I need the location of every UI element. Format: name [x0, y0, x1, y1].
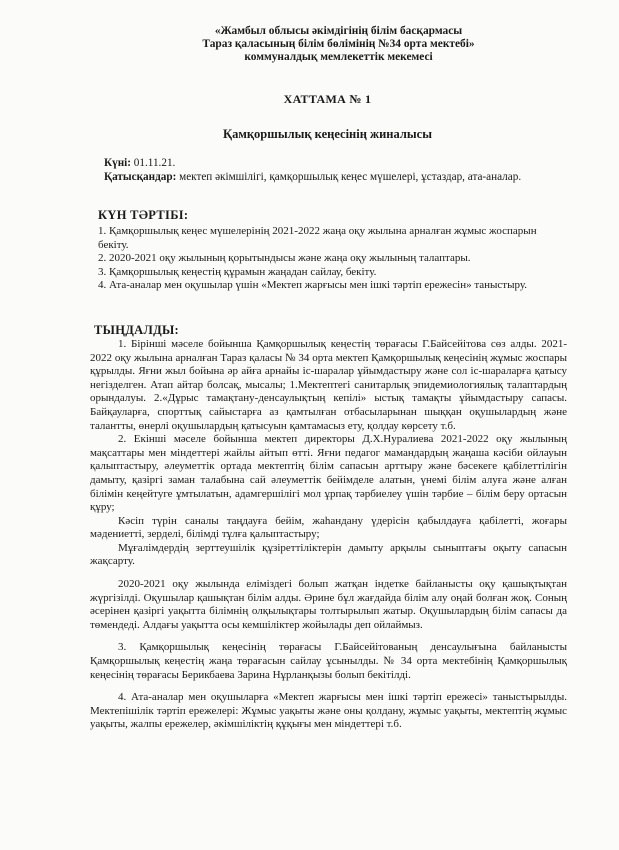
- meeting-meta: [88, 156, 567, 184]
- listened-body: [88, 338, 567, 732]
- agenda-item: 1. Қамқоршылық кеңес мүшелерінің 2021-2022 жаңа оқу жылына арналған жұмыс жоспарын бекіту.: [98, 225, 537, 251]
- header-line-1: «Жамбыл облысы әкімдігінің білім басқармасы: [214, 25, 463, 37]
- listened-paragraph: 1. Бірінші мәселе бойынша Қамқоршылық кеңестің төрағасы Г.Байсейітова сөз алды. 2021-2022 оқу жылына арналған Тараз қаласы № 34 орта мектеп Қамқоршылық кеңесінің жұмыс жоспары құрылды. Яғни жыл бойына әр айға арнайы іс-шаралар ұйымдастыру және сол іс-шараларға қатысу негізделген. Атап айтар болсақ, мысалы; 1.Мектептегі санитарлық эпидемиологиялық талаптардың орындалуы. 2.«Дұрыс тамақтану-денсаулықтың кепілі» ыстық тамақты ұйымдастыру сапасы. Байқауларға, спорттық сайыстарға аз қамтылған отбасыларынан шыққан оқушылардың және талантты, өнерлі оқушылардың қатысуын қамтамасыз ету, қолдау көрсету т.б.: [90, 337, 567, 432]
- listened-paragraph: 2020-2021 оқу жылында еліміздегі болып жатқан індетке байланысты оқу қашықтықтан жүргізілді. Оқушылар қашықтан білім алды. Әрине бұл жағдайда білім алу оңай болған жоқ. Соның әсерінен қазіргі уақытта білімнің олқылықтары толтырылып жатыр. Оқушылардың білім сапасы да төмендеді. Алдағы уақытта осы кемшіліктер жойылады деп ойлаймыз.: [90, 578, 567, 631]
- participants-row: [104, 170, 567, 184]
- listened-paragraph: 2. Екінші мәселе бойынша мектеп директоры Д.Х.Нуралиева 2021-2022 оқу жылының мақсаттары мен міндеттері жайлы айтып өтті. Яғни педагог мамандардың жаңаша кәсіби ойлауын қалыптастыру, әлеуметтік ортада мектептің білім сапасын арттыру және бәсекеге қабілеттілігін дамыту, қазіргі заман талабына сай әлеуметтік бейімделе алатын, үнемі білім алуға және алған білімін кеңейтуге ұмтылатын, адамгершілігі мол ұрпақ тәрбиелеу үшін тәрбие – білім беру ортасын құру;: [90, 433, 567, 514]
- meeting-title: Қамқоршылық кеңесінің жиналысы: [223, 127, 432, 141]
- date-value: 01.11.21.: [131, 157, 176, 169]
- date-row: [104, 156, 567, 170]
- listened-heading: ТЫҢДАЛДЫ:: [94, 322, 180, 337]
- listened-paragraph: 4. Ата-аналар мен оқушыларға «Мектеп жарғысы мен ішкі тәртіп ережесі» таныстырылды. Мектепішілік тәртіп ережелері: Жұмыс уақыты және оны қолдану, жұмыс уақыты, мектептің жұмыс уақыты, жалпы ережелер, әкімшіліктің құқығы мен міндеттері т.б.: [90, 691, 567, 731]
- listened-paragraph: Кәсіп түрін саналы таңдауға бейім, жаһандану үдерісін қабылдауға қабілетті, жоғары мәдениетті, зерделі, білімді тұлға қалыптастыру;: [90, 514, 567, 541]
- agenda-item: 4. Ата-аналар мен оқушылар үшін «Мектеп жарғысы мен ішкі тәртіп ережесін» таныстыру.: [98, 279, 528, 292]
- header-line-3: коммуналдық мемлекеттік мекемесі: [244, 51, 433, 63]
- date-label: Күні:: [104, 157, 131, 169]
- participants-value: мектеп әкімшілігі, қамқоршылық кеңес мүшелері, ұстаздар, ата-аналар.: [176, 171, 522, 183]
- participants-label: Қатысқандар:: [104, 171, 177, 183]
- document-title: ХАТТАМА № 1: [283, 92, 372, 106]
- agenda-list: [88, 225, 567, 293]
- agenda-item: 2. 2020-2021 оқу жылының қорытындысы және жаңа оқу жылының талаптары.: [98, 252, 471, 265]
- agenda-item: 3. Қамқоршылық кеңестің құрамын жаңадан сайлау, бекіту.: [98, 265, 377, 278]
- agenda-heading: КҮН ТӘРТІБІ:: [98, 208, 189, 222]
- listened-paragraph: 3. Қамқоршылық кеңесінің төрағасы Г.Байсейітованың денсаулығына байланысты Қамқоршылық кеңестің жаңа төрағасын сайлау ұсынылды. № 34 орта мектебінің Қамқоршылық кеңесінің төрағасы Берикбаева Зарина Нұрланқызы болып бекітілді.: [90, 641, 567, 681]
- header-line-2: Тараз қаласының білім бөлімінің №34 орта мектебі»: [202, 38, 475, 50]
- organization-header: [88, 25, 567, 64]
- listened-paragraph: Мұғалімдердің зерттеушілік құзіреттіліктерін дамыту арқылы сыныптағы оқыту сапасын жақсарту.: [90, 541, 567, 568]
